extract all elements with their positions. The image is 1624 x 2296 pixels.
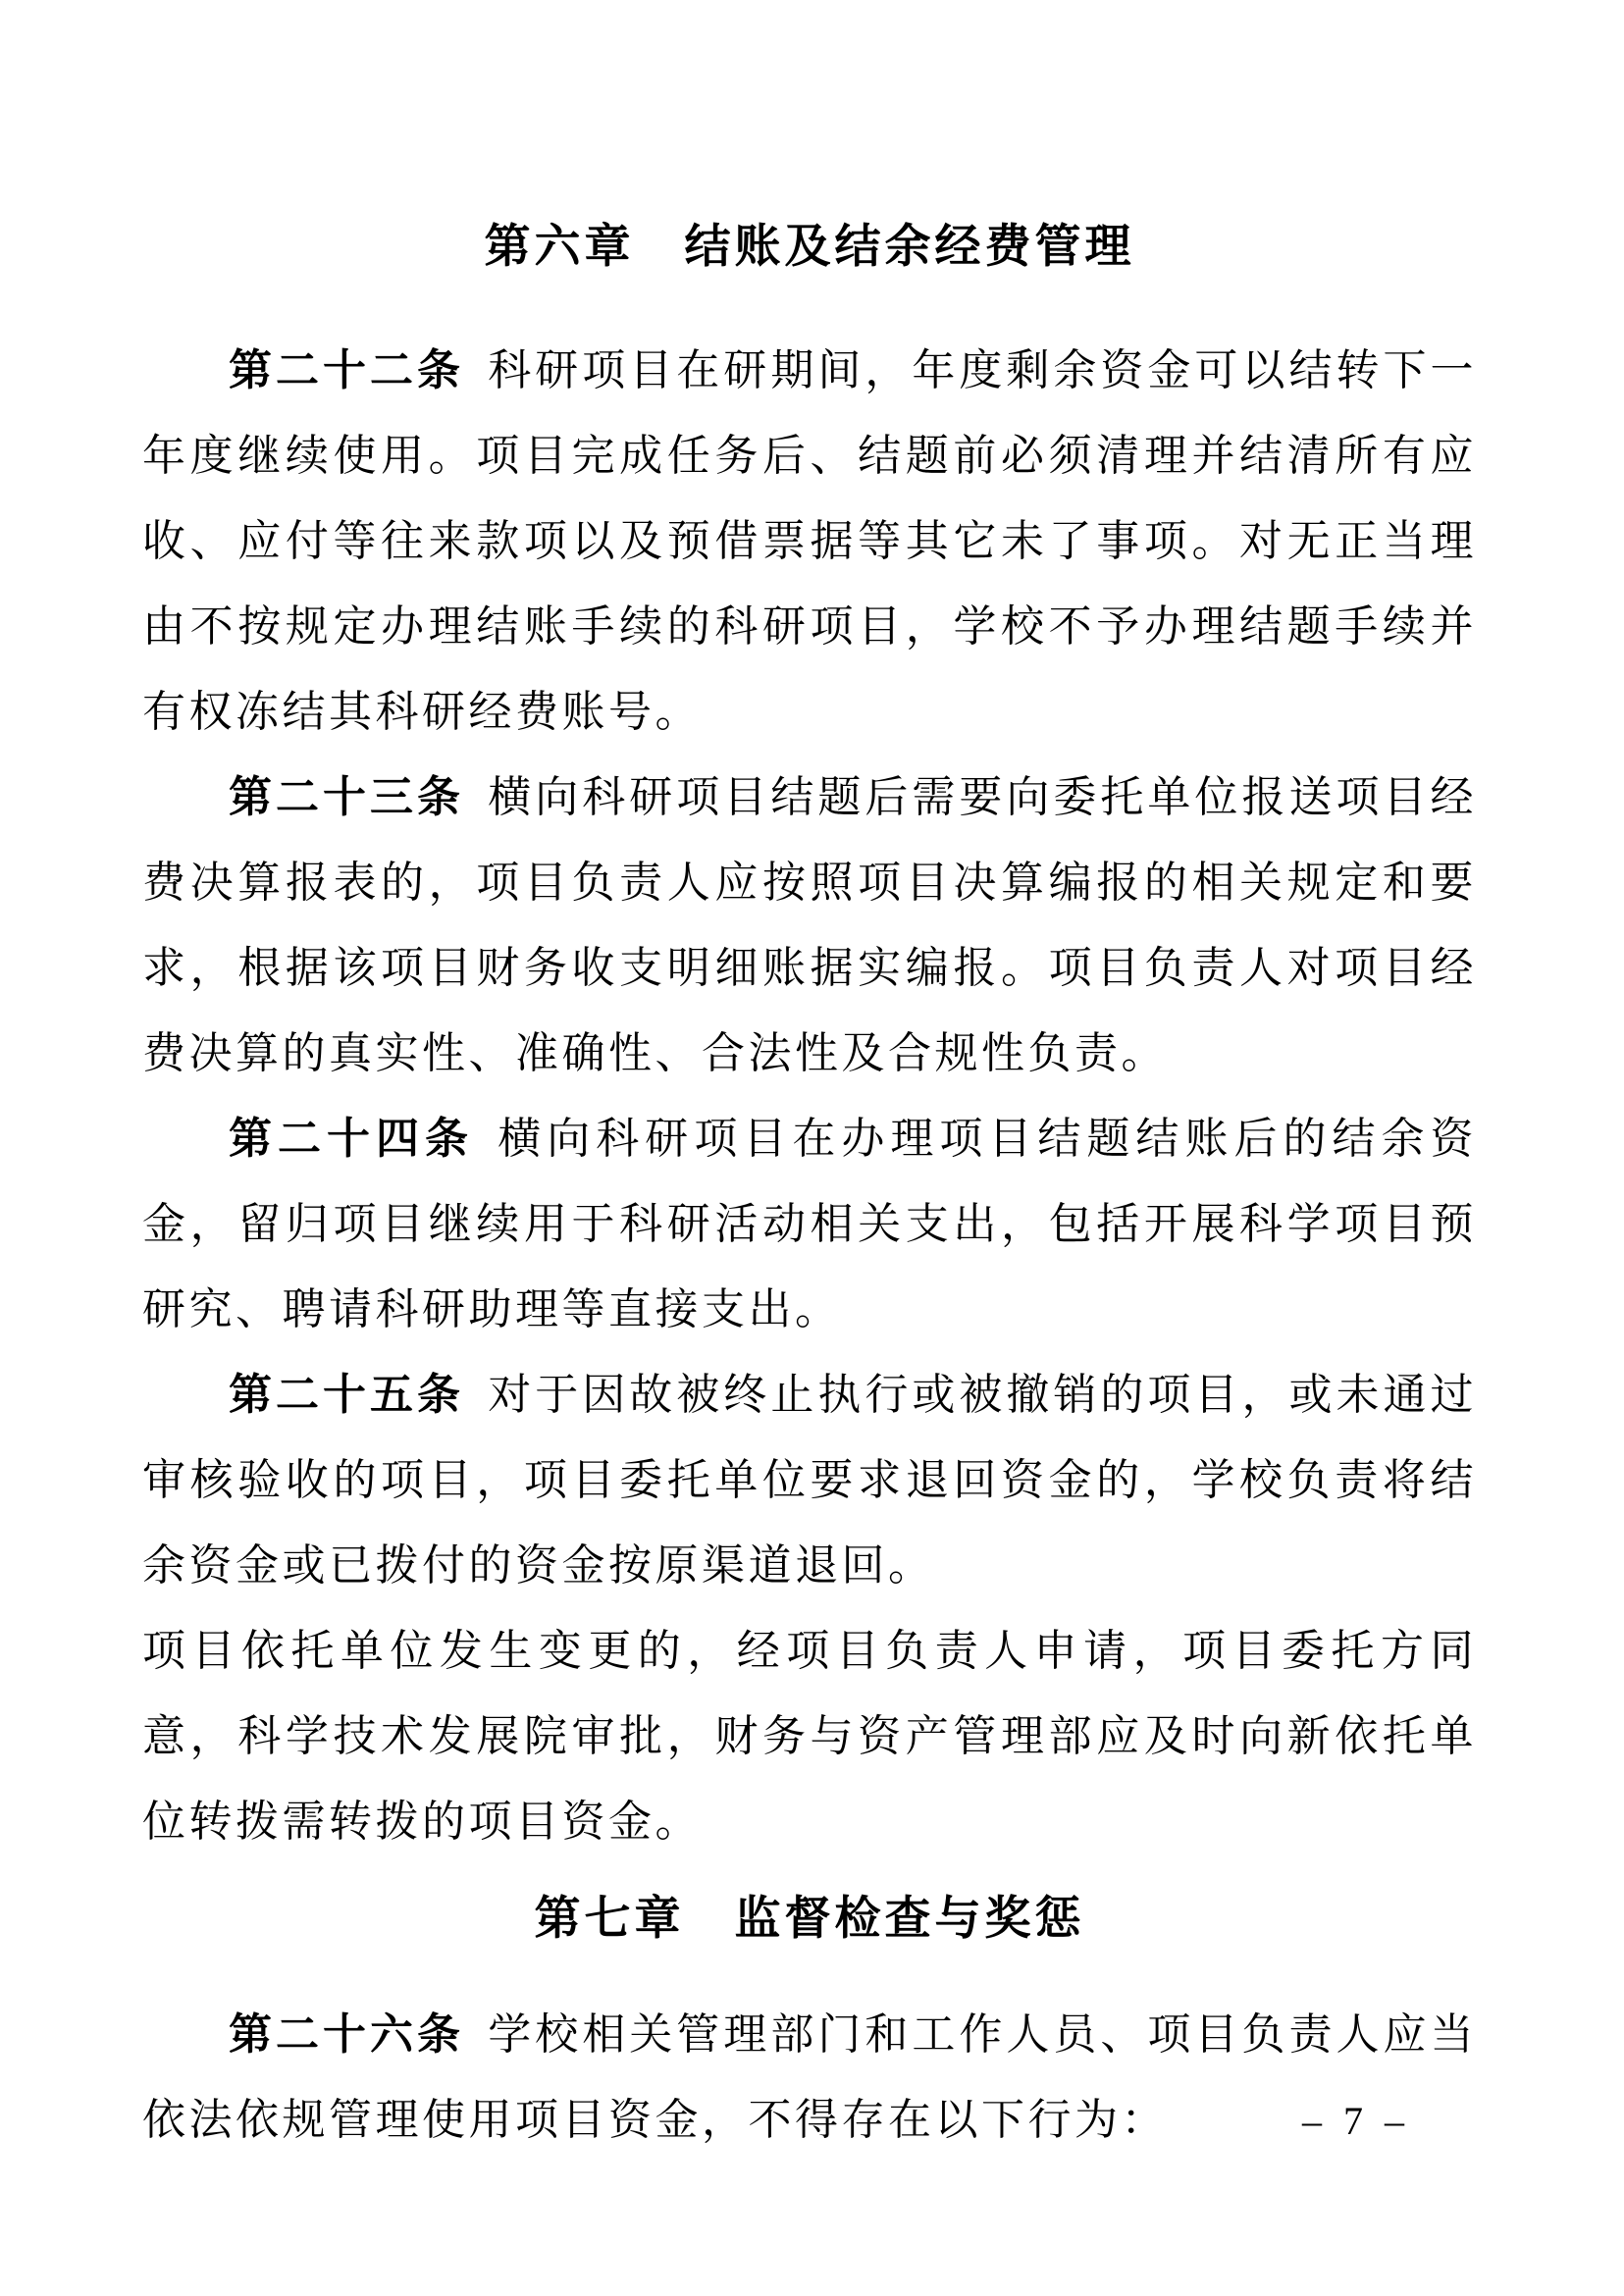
article-26 — [142, 1992, 1477, 2163]
chapter-6-heading: 第六章 结账及结余经费管理 — [484, 220, 1135, 274]
article-23-term: 第二十三条 — [229, 773, 465, 821]
article-23 — [142, 755, 1477, 1096]
article-24-body: 横向科研项目在办理项目结题结账后的结余资金，留归项目继续用于科研活动相关支出，包括开展科学项目预研究、聘请科研助理等直接支出。 — [142, 1115, 1478, 1333]
article-26-term: 第二十六条 — [229, 2010, 465, 2059]
chapter-7-heading: 第七章 监督检查与奖惩 — [534, 1892, 1085, 1946]
article-24-term: 第二十四条 — [229, 1115, 475, 1163]
article-22-term: 第二十二条 — [229, 346, 465, 394]
paragraph-unit-change — [142, 1608, 1477, 1864]
page-number: – 7 – — [1302, 2099, 1410, 2143]
article-22-body: 科研项目在研期间，年度剩余资金可以结转下一年度继续使用。项目完成任务后、结题前必须清理并结清所有应收、应付等往来款项以及预借票据等其它未了事项。对无正当理由不按规定办理结账手续的科研项目，学校不予办理结题手续并有权冻结其科研经费账号。 — [142, 346, 1477, 736]
article-25-term: 第二十五条 — [229, 1371, 465, 1419]
article-25 — [142, 1352, 1477, 1608]
article-25-body: 对于因故被终止执行或被撤销的项目，或未通过审核验收的项目，项目委托单位要求退回资金的，学校负责将结余资金或已拨付的资金按原渠道退回。 — [142, 1371, 1477, 1590]
article-22 — [142, 328, 1477, 755]
article-26-body: 学校相关管理部门和工作人员、项目负责人应当依法依规管理使用项目资金，不得存在以下行为： — [142, 2010, 1477, 2144]
paragraph-unit-change-text: 项目依托单位发生变更的，经项目负责人申请，项目委托方同意，科学技术发展院审批，财务与资产管理部应及时向新依托单位转拨需转拨的项目资金。 — [142, 1627, 1477, 1846]
article-24 — [142, 1096, 1477, 1352]
article-23-body: 横向科研项目结题后需要向委托单位报送项目经费决算报表的，项目负责人应按照项目决算编报的相关规定和要求，根据该项目财务收支明细账据实编报。项目负责人对项目经费决算的真实性、准确性、合法性及合规性负责。 — [142, 773, 1477, 1077]
